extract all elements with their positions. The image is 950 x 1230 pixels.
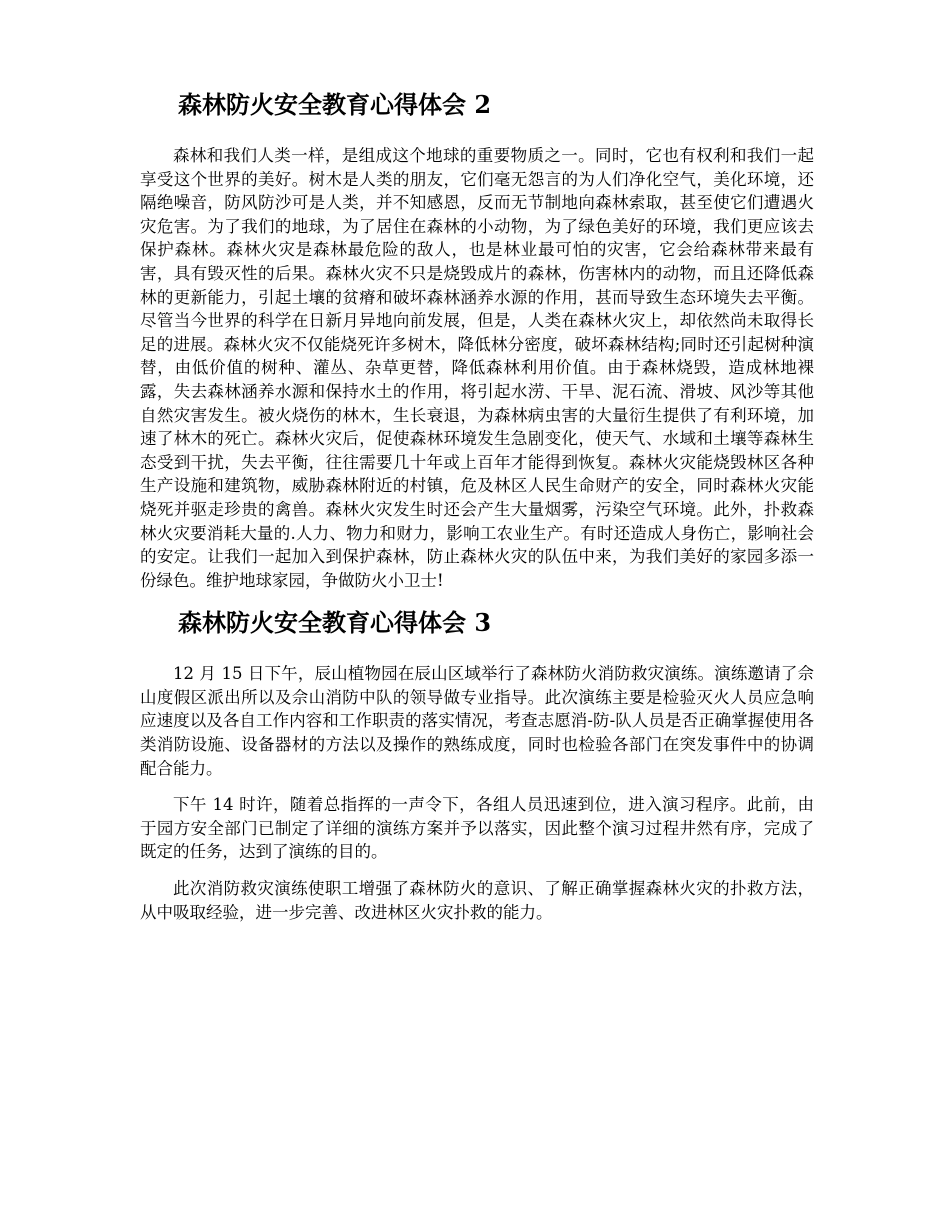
section-paragraph: 森林和我们人类一样，是组成这个地球的重要物质之一。同时，它也有权利和我们一起享受这个世界的美好。树木是人类的朋友，它们毫无怨言的为人们净化空气，美化环境，还隔绝噪音，防风防沙可是人类，并不知感恩，反而无节制地向森林索取，甚至使它们遭遇火灾危害。为了我们的地球，为了居住在森林的小动物，为了绿色美好的环境，我们更应该去保护森林。森林火灾是森林最危险的敌人，也是林业最可怕的灾害，它会给森林带来最有害，具有毁灭性的后果。森林火灾不只是烧毁成片的森林，伤害林内的动物，而且还降低森林的更新能力，引起土壤的贫瘠和破坏森林涵养水源的作用，甚而导致生态环境失去平衡。尽管当今世界的科学在日新月异地向前发展，但是，人类在森林火灾上，却依然尚未取得长足的进展。森林火灾不仅能烧死许多树木，降低林分密度，破坏森林结构;同时还引起树种演替，由低价值的树种、灌丛、杂草更替，降低森林利用价值。由于森林烧毁，造成林地裸露，失去森林涵养水源和保持水土的作用，将引起水涝、干旱、泥石流、滑坡、风沙等其他自然灾害发生。被火烧伤的林木，生长衰退，为森林病虫害的大量衍生提供了有利环境，加速了林木的死亡。森林火灾后，促使森林环境发生急剧变化，使天气、水域和土壤等森林生态受到干扰，失去平衡，往往需要几十年或上百年才能得到恢复。森林火灾能烧毁林区各种生产设施和建筑物，威胁森林附近的村镇，危及林区人民生命财产的安全，同时森林火灾能烧死并驱走珍贵的禽兽。森林火灾发生时还会产生大量烟雾，污染空气环境。此外，扑救森林火灾要消耗大量的.人力、物力和财力，影响工农业生产。有时还造成人身伤亡，影响社会的安定。让我们一起加入到保护森林，防止森林火灾的队伍中来，为我们美好的家园多添一份绿色。维护地球家园，争做防火小卫士! bbox=[140, 146, 814, 590]
section-paragraph: 12 月 15 日下午，辰山植物园在辰山区域举行了森林防火消防救灾演练。演练邀请了佘山度假区派出所以及佘山消防中队的领导做专业指导。此次演练主要是检验灭火人员应急响应速度以及各自工作内容和工作职责的落实情况，考查志愿消-防-队人员是否正确掌握使用各类消防设施、设备器材的方法以及操作的熟练成度，同时也检验各部门在突发事件中的协调配合能力。 bbox=[140, 664, 814, 778]
section-3 bbox=[140, 606, 814, 924]
section-paragraph: 下午 14 时许，随着总指挥的一声令下，各组人员迅速到位，进入演习程序。此前，由于园方安全部门已制定了详细的演练方案并予以落实，因此整个演习过程井然有序，完成了既定的任务，达到了演练的目的。 bbox=[140, 795, 814, 862]
section-title: 森林防火安全教育心得体会 3 bbox=[178, 608, 492, 638]
section-title: 森林防火安全教育心得体会 2 bbox=[178, 90, 492, 119]
section-paragraph: 此次消防救灾演练使职工增强了森林防火的意识、了解正确掌握森林火灾的扑救方法，从中吸取经验，进一步完善、改进林区火灾扑救的能力。 bbox=[140, 879, 814, 922]
document-content bbox=[140, 88, 814, 937]
section-2 bbox=[140, 88, 814, 592]
